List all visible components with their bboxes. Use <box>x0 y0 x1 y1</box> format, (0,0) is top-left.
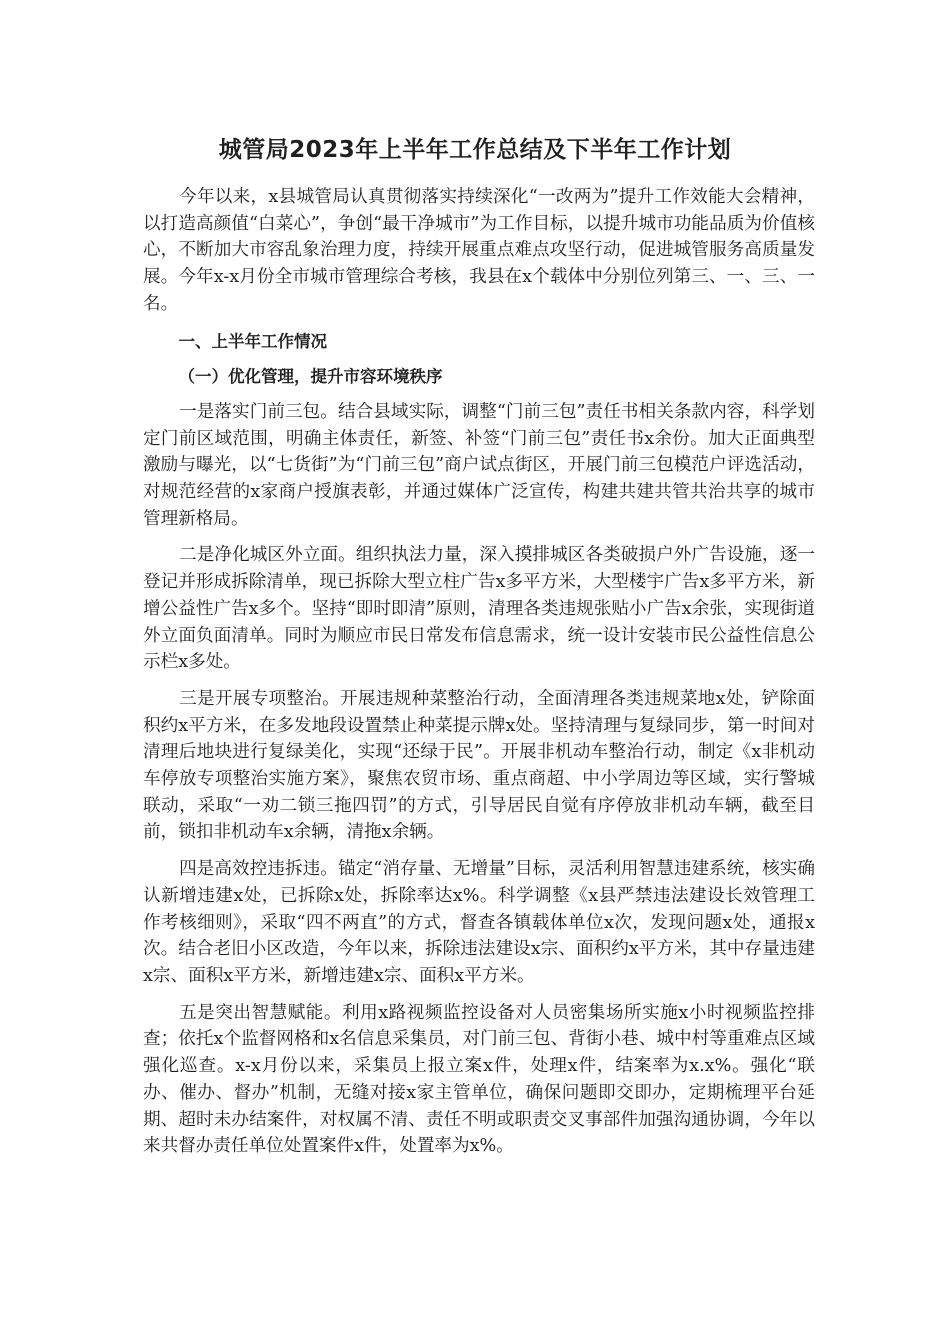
paragraph-facade-cleanup: 二是净化城区外立面。组织执法力量，深入摸排城区各类破损户外广告设施，逐一登记并形成拆除清单，现已拆除大型立柱广告x多平方米，大型楼宇广告x多平方米，新增公益性广告x多个。坚持“即时即清”原则，清理各类违规张贴小广告x余张，实现街道外立面负面清单。同时为顺应市民日常发布信息需求，统一设计安装市民公益性信息公示栏x多处。 <box>143 545 815 673</box>
paragraph-door-responsibility: 一是落实门前三包。结合县域实际，调整“门前三包”责任书相关条款内容，科学划定门前区域范围，明确主体责任，新签、补签“门前三包”责任书x余份。加大正面典型激励与曝光，以“七货街”为“门前三包”商户试点街区，开展门前三包模范户评选活动，对规范经营的x家商户授旗表彰，并通过媒体广泛宣传，构建共建共管共治共享的城市管理新格局。 <box>143 401 815 529</box>
paragraph-special-rectification: 三是开展专项整治。开展违规种菜整治行动，全面清理各类违规菜地x处，铲除面积约x平方米，在多发地段设置禁止种菜提示牌x处。坚持清理与复绿同步，第一时间对清理后地块进行复绿美化，实现“还绿于民”。开展非机动车整治行动，制定《x非机动车停放专项整治实施方案》，聚焦农贸市场、重点商超、中小学周边等区域，实行警城联动，采取“一劝二锁三拖四罚”的方式，引导居民自觉有序停放非机动车辆，截至目前，锁扣非机动车x余辆，清拖x余辆。 <box>143 688 815 843</box>
section-heading: 一、上半年工作情况 <box>178 331 327 351</box>
document-body <box>143 184 815 1160</box>
document-title: 城管局2023年上半年工作总结及下半年工作计划 <box>218 137 732 163</box>
paragraph-smart-empowerment: 五是突出智慧赋能。利用x路视频监控设备对人员密集场所实施x小时视频监控排查；依托x个监督网格和x名信息采集员，对门前三包、背街小巷、城中村等重难点区域强化巡查。x-x月份以来，采集员上报立案x件，处理x件，结案率为x.x%。强化“联办、催办、督办”机制，无缝对接x家主管单位，确保问题即交即办，定期梳理平台延期、超时未办结案件，对权属不清、责任不明或职责交叉事部件加强沟通协调，今年以来共督办责任单位处置案件x件，处置率为x%。 <box>143 1002 815 1157</box>
paragraph-illegal-construction: 四是高效控违拆违。锚定“消存量、无增量”目标，灵活利用智慧违建系统，核实确认新增违建x处，已拆除x处，拆除率达x%。科学调整《x县严禁违法建设长效管理工作考核细则》，采取“四不两直”的方式，督查各镇载体单位x次，发现问题x处，通报x次。结合老旧小区改造，今年以来，拆除违法建设x宗、面积约x平方米，其中存量违建x宗、面积x平方米，新增违建x宗、面积x平方米。 <box>143 859 815 986</box>
subsection-heading: （一）优化管理，提升市容环境秩序 <box>178 367 443 387</box>
intro-paragraph: 今年以来，x县城管局认真贯彻落实持续深化“一改两为”提升工作效能大会精神，以打造高颜值“白菜心”，争创“最干净城市”为工作目标，以提升城市功能品质为价值核心，不断加大市容乱象治理力度，持续开展重点难点攻坚行动，促进城管服务高质量发展。今年x-x月份全市城市管理综合考核，我县在x个载体中分别位列第三、一、三、一名。 <box>143 187 815 314</box>
